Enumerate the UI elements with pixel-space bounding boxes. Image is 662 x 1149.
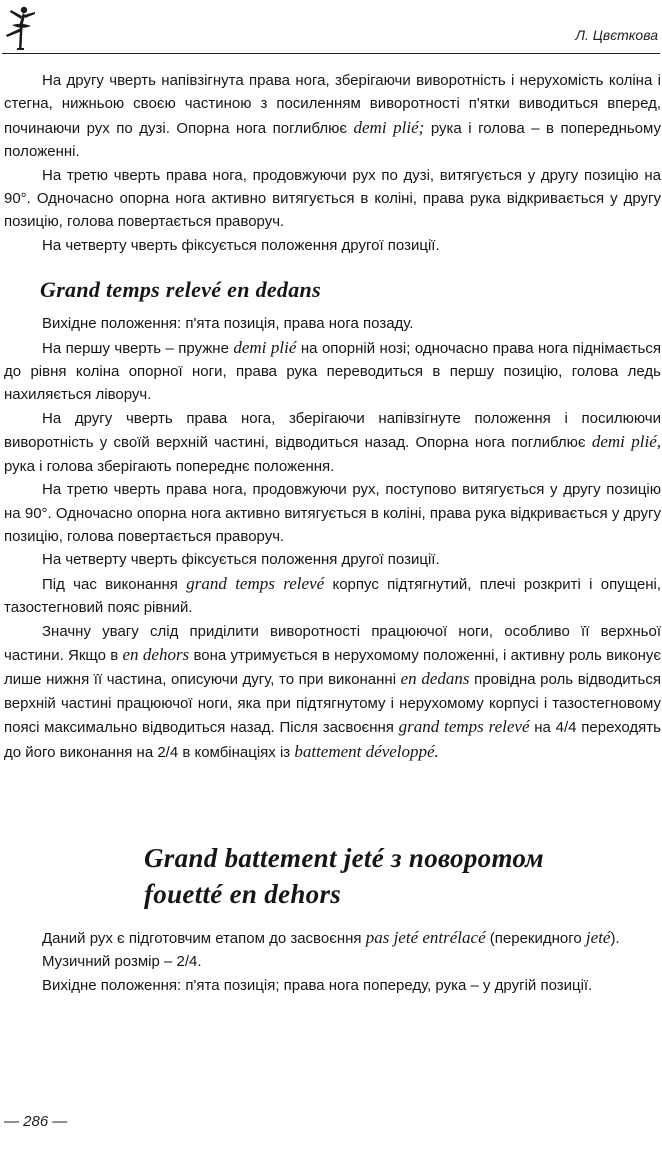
- ballerina-icon: [2, 4, 38, 54]
- term-italic: en dedans: [400, 669, 470, 689]
- body-text: [4, 69, 661, 997]
- term-italic: demi plié,: [591, 432, 661, 452]
- term-italic: demi plié;: [353, 117, 425, 137]
- paragraph-group-2: [4, 312, 661, 764]
- term-italic: grand temps relevé: [398, 717, 530, 737]
- text-run: На другу чверть напівзігнута права нога, зберігаючи виворотність і нерухомість коліна і стегна, нижньою своєю частиною з посиленням виворотності п'ятки виводиться вперед, починаючи рух по дузі. Опорна нога поглиблює: [4, 72, 661, 137]
- page-header: [0, 0, 662, 58]
- text-run: На третю чверть права нога, продовжуючи рух, поступово витягується у другу позицію на 90°. Одночасно опорна нога активно витягується в коліні, права рука відкривається у другу позицію, голова повертається праворуч.: [4, 481, 661, 545]
- text-run: ).: [610, 929, 620, 947]
- paragraph: [4, 312, 661, 335]
- text-run: На четверту чверть фіксується положення другої позиції.: [42, 551, 440, 569]
- section-title: Grand temps relevé en dedans: [40, 277, 321, 303]
- text-run: вона утримується в нерухомому положенні, і активну роль виконує лише нижня її частина, описуючи дугу, то при виконанні: [4, 646, 662, 689]
- text-run: Під час виконання: [42, 575, 187, 593]
- term-italic: battement développé.: [294, 741, 439, 761]
- text-run: Вихідне положення: п'ята позиція, права нога позаду.: [42, 315, 414, 333]
- text-run: Значну увагу слід приділити виворотності працюючої ноги, особливо її верхньої частини. Якщо в: [4, 622, 661, 664]
- paragraph-group-1: [4, 69, 661, 257]
- text-run: провідна роль відводиться верхній частині працюючої ноги, яка при підтягнутому і нерухомому корпусі і тазостегновому поясі максимально відводиться назад. Після засвоєння: [4, 671, 661, 737]
- text-run: Даний рух є підготовчим етапом до засвоєння: [42, 929, 366, 947]
- paragraph: [4, 407, 661, 478]
- text-run: На другу чверть права нога, зберігаючи напівзігнуте положення і посилюючи виворотність у своїй верхній частині, відводиться назад. Опорна нога поглиблює: [4, 409, 661, 452]
- chapter-title: [144, 840, 661, 912]
- text-run: на опорній нозі; одночасно права нога піднімається до рівня коліна опорної ноги, права рука переводиться в першу позицію, голова ледь нахиляється ліворуч.: [4, 339, 661, 404]
- text-run: корпус підтягнутий, плечі розкриті і опущені, тазостегновий пояс рівний.: [4, 575, 662, 617]
- term-italic: pas jeté entrélacé: [365, 927, 486, 947]
- text-run: На третю чверть права нога, продовжуючи рух по дузі, витягується у другу позицію на 90°. Одночасно опорна нога активно витягується в коліні, права рука відкривається у другу позицію, голова повертається праворуч.: [4, 166, 661, 231]
- paragraph: [4, 572, 661, 620]
- header-rule: [2, 53, 660, 54]
- paragraph: [4, 478, 661, 548]
- running-head-author: Л. Цвєткова: [575, 27, 658, 43]
- paragraph: [4, 234, 661, 257]
- term-italic: demi plié: [233, 337, 297, 357]
- text-run: рука і голова – в попередньому положенні.: [4, 119, 661, 161]
- paragraph: [4, 620, 661, 764]
- text-run: Музичний розмір – 2/4.: [42, 953, 202, 971]
- chapter-title-line-1: Grand battement jeté з поворотом: [144, 842, 544, 873]
- text-run: На першу чверть – пружне: [42, 339, 234, 357]
- paragraph: [4, 69, 661, 164]
- paragraph: [4, 926, 661, 950]
- chapter-title-line-2: fouetté en dehors: [144, 878, 342, 909]
- paragraph: [4, 548, 661, 571]
- term-italic: en dehors: [122, 644, 190, 664]
- paragraph: [4, 164, 661, 234]
- paragraph: [4, 336, 661, 407]
- text-run: (перекидного: [485, 929, 586, 947]
- text-run: На четверту чверть фіксується положення другої позиції.: [42, 236, 440, 254]
- paragraph-group-3: [4, 926, 661, 997]
- text-run: на 4/4 переходять до його виконання на 2/4 в комбінаціях із: [4, 719, 661, 761]
- term-italic: jeté: [585, 927, 611, 947]
- text-run: рука і голова зберігають попереднє положення.: [4, 457, 335, 475]
- paragraph: [4, 950, 661, 973]
- paragraph: [4, 974, 661, 997]
- page-number: — 286 —: [4, 1113, 68, 1130]
- text-run: Вихідне положення: п'ята позиція; права нога попереду, рука – у другій позиції.: [42, 976, 593, 994]
- term-italic: grand temps relevé: [186, 573, 325, 593]
